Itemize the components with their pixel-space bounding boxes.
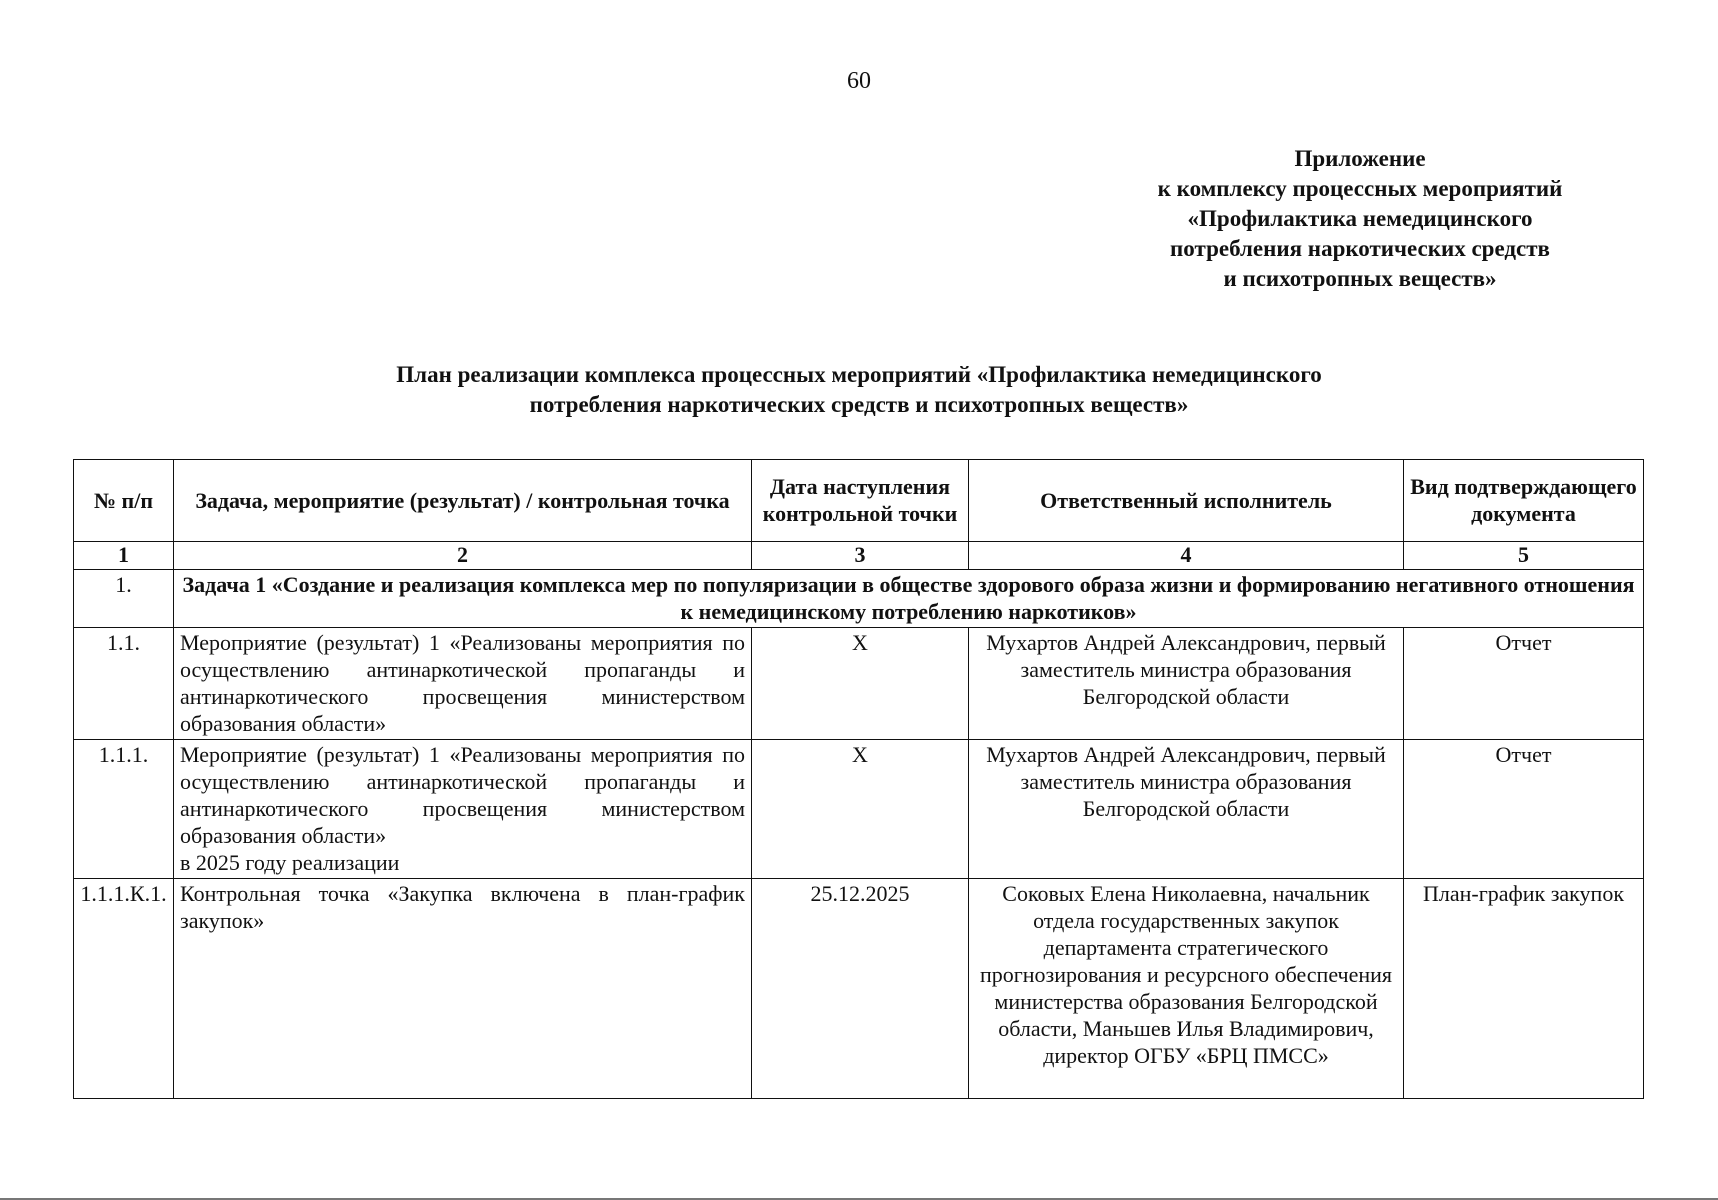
- row-task-tail: в 2025 году реализации: [180, 850, 400, 875]
- row-date: X: [752, 740, 969, 879]
- row-responsible: Мухартов Андрей Александрович, первый заместитель министра образования Белгородской области: [969, 628, 1404, 740]
- task-row: [74, 570, 1644, 628]
- row-number: 1.1.: [74, 628, 174, 740]
- row-document: Отчет: [1404, 628, 1644, 740]
- row-date: X: [752, 628, 969, 740]
- table-header-row: [74, 460, 1644, 542]
- column-number: 4: [969, 542, 1404, 570]
- appendix-header: [1100, 144, 1620, 294]
- appendix-line: «Профилактика немедицинского: [1187, 206, 1533, 231]
- plan-title: [200, 360, 1518, 420]
- plan-title-line: План реализации комплекса процессных мероприятий «Профилактика немедицинского: [396, 362, 1322, 387]
- page-number: 60: [847, 68, 871, 94]
- column-number: 2: [174, 542, 752, 570]
- row-date: 25.12.2025: [752, 879, 969, 1099]
- column-number: 5: [1404, 542, 1644, 570]
- column-number: 3: [752, 542, 969, 570]
- header-document: Вид подтверждающего документа: [1404, 460, 1644, 542]
- row-number: 1.1.1.К.1.: [74, 879, 174, 1099]
- appendix-line: к комплексу процессных мероприятий: [1157, 176, 1563, 201]
- plan-table: [73, 459, 1644, 1099]
- row-task: Мероприятие (результат) 1 «Реализованы мероприятия по осуществлению антинаркотической пропаганды и антинаркотического просвещения министерством образования области»: [180, 742, 745, 848]
- table-row: [74, 740, 1644, 879]
- plan-title-line: потребления наркотических средств и психотропных веществ»: [529, 392, 1189, 417]
- row-task: Мероприятие (результат) 1 «Реализованы мероприятия по осуществлению антинаркотической пропаганды и антинаркотического просвещения министерством образования области»: [174, 628, 752, 740]
- row-task-cell: [174, 740, 752, 879]
- column-number-row: [74, 542, 1644, 570]
- row-document: План-график закупок: [1404, 879, 1644, 1099]
- appendix-line: потребления наркотических средств: [1170, 236, 1550, 261]
- appendix-line: Приложение: [1294, 146, 1426, 171]
- row-number: 1.1.1.: [74, 740, 174, 879]
- row-document: Отчет: [1404, 740, 1644, 879]
- task-title: Задача 1 «Создание и реализация комплекса мер по популяризации в обществе здорового образа жизни и формированию негативного отношения к немедицинскому потреблению наркотиков»: [174, 570, 1644, 628]
- row-responsible: Соковых Елена Николаевна, начальник отдела государственных закупок департамента стратегического прогнозирования и ресурсного обеспечения министерства образования Белгородской области, Маньшев Илья Владимирович, директор ОГБУ «БРЦ ПМСС»: [969, 879, 1404, 1099]
- table-row: [74, 879, 1644, 1099]
- task-number: 1.: [74, 570, 174, 628]
- row-task: Контрольная точка «Закупка включена в план-график закупок»: [174, 879, 752, 1099]
- row-responsible: Мухартов Андрей Александрович, первый заместитель министра образования Белгородской области: [969, 740, 1404, 879]
- header-date: Дата наступления контрольной точки: [752, 460, 969, 542]
- header-task: Задача, мероприятие (результат) / контрольная точка: [174, 460, 752, 542]
- column-number: 1: [74, 542, 174, 570]
- table-row: [74, 628, 1644, 740]
- header-num: № п/п: [74, 460, 174, 542]
- appendix-line: и психотропных веществ»: [1223, 266, 1497, 291]
- header-responsible: Ответственный исполнитель: [969, 460, 1404, 542]
